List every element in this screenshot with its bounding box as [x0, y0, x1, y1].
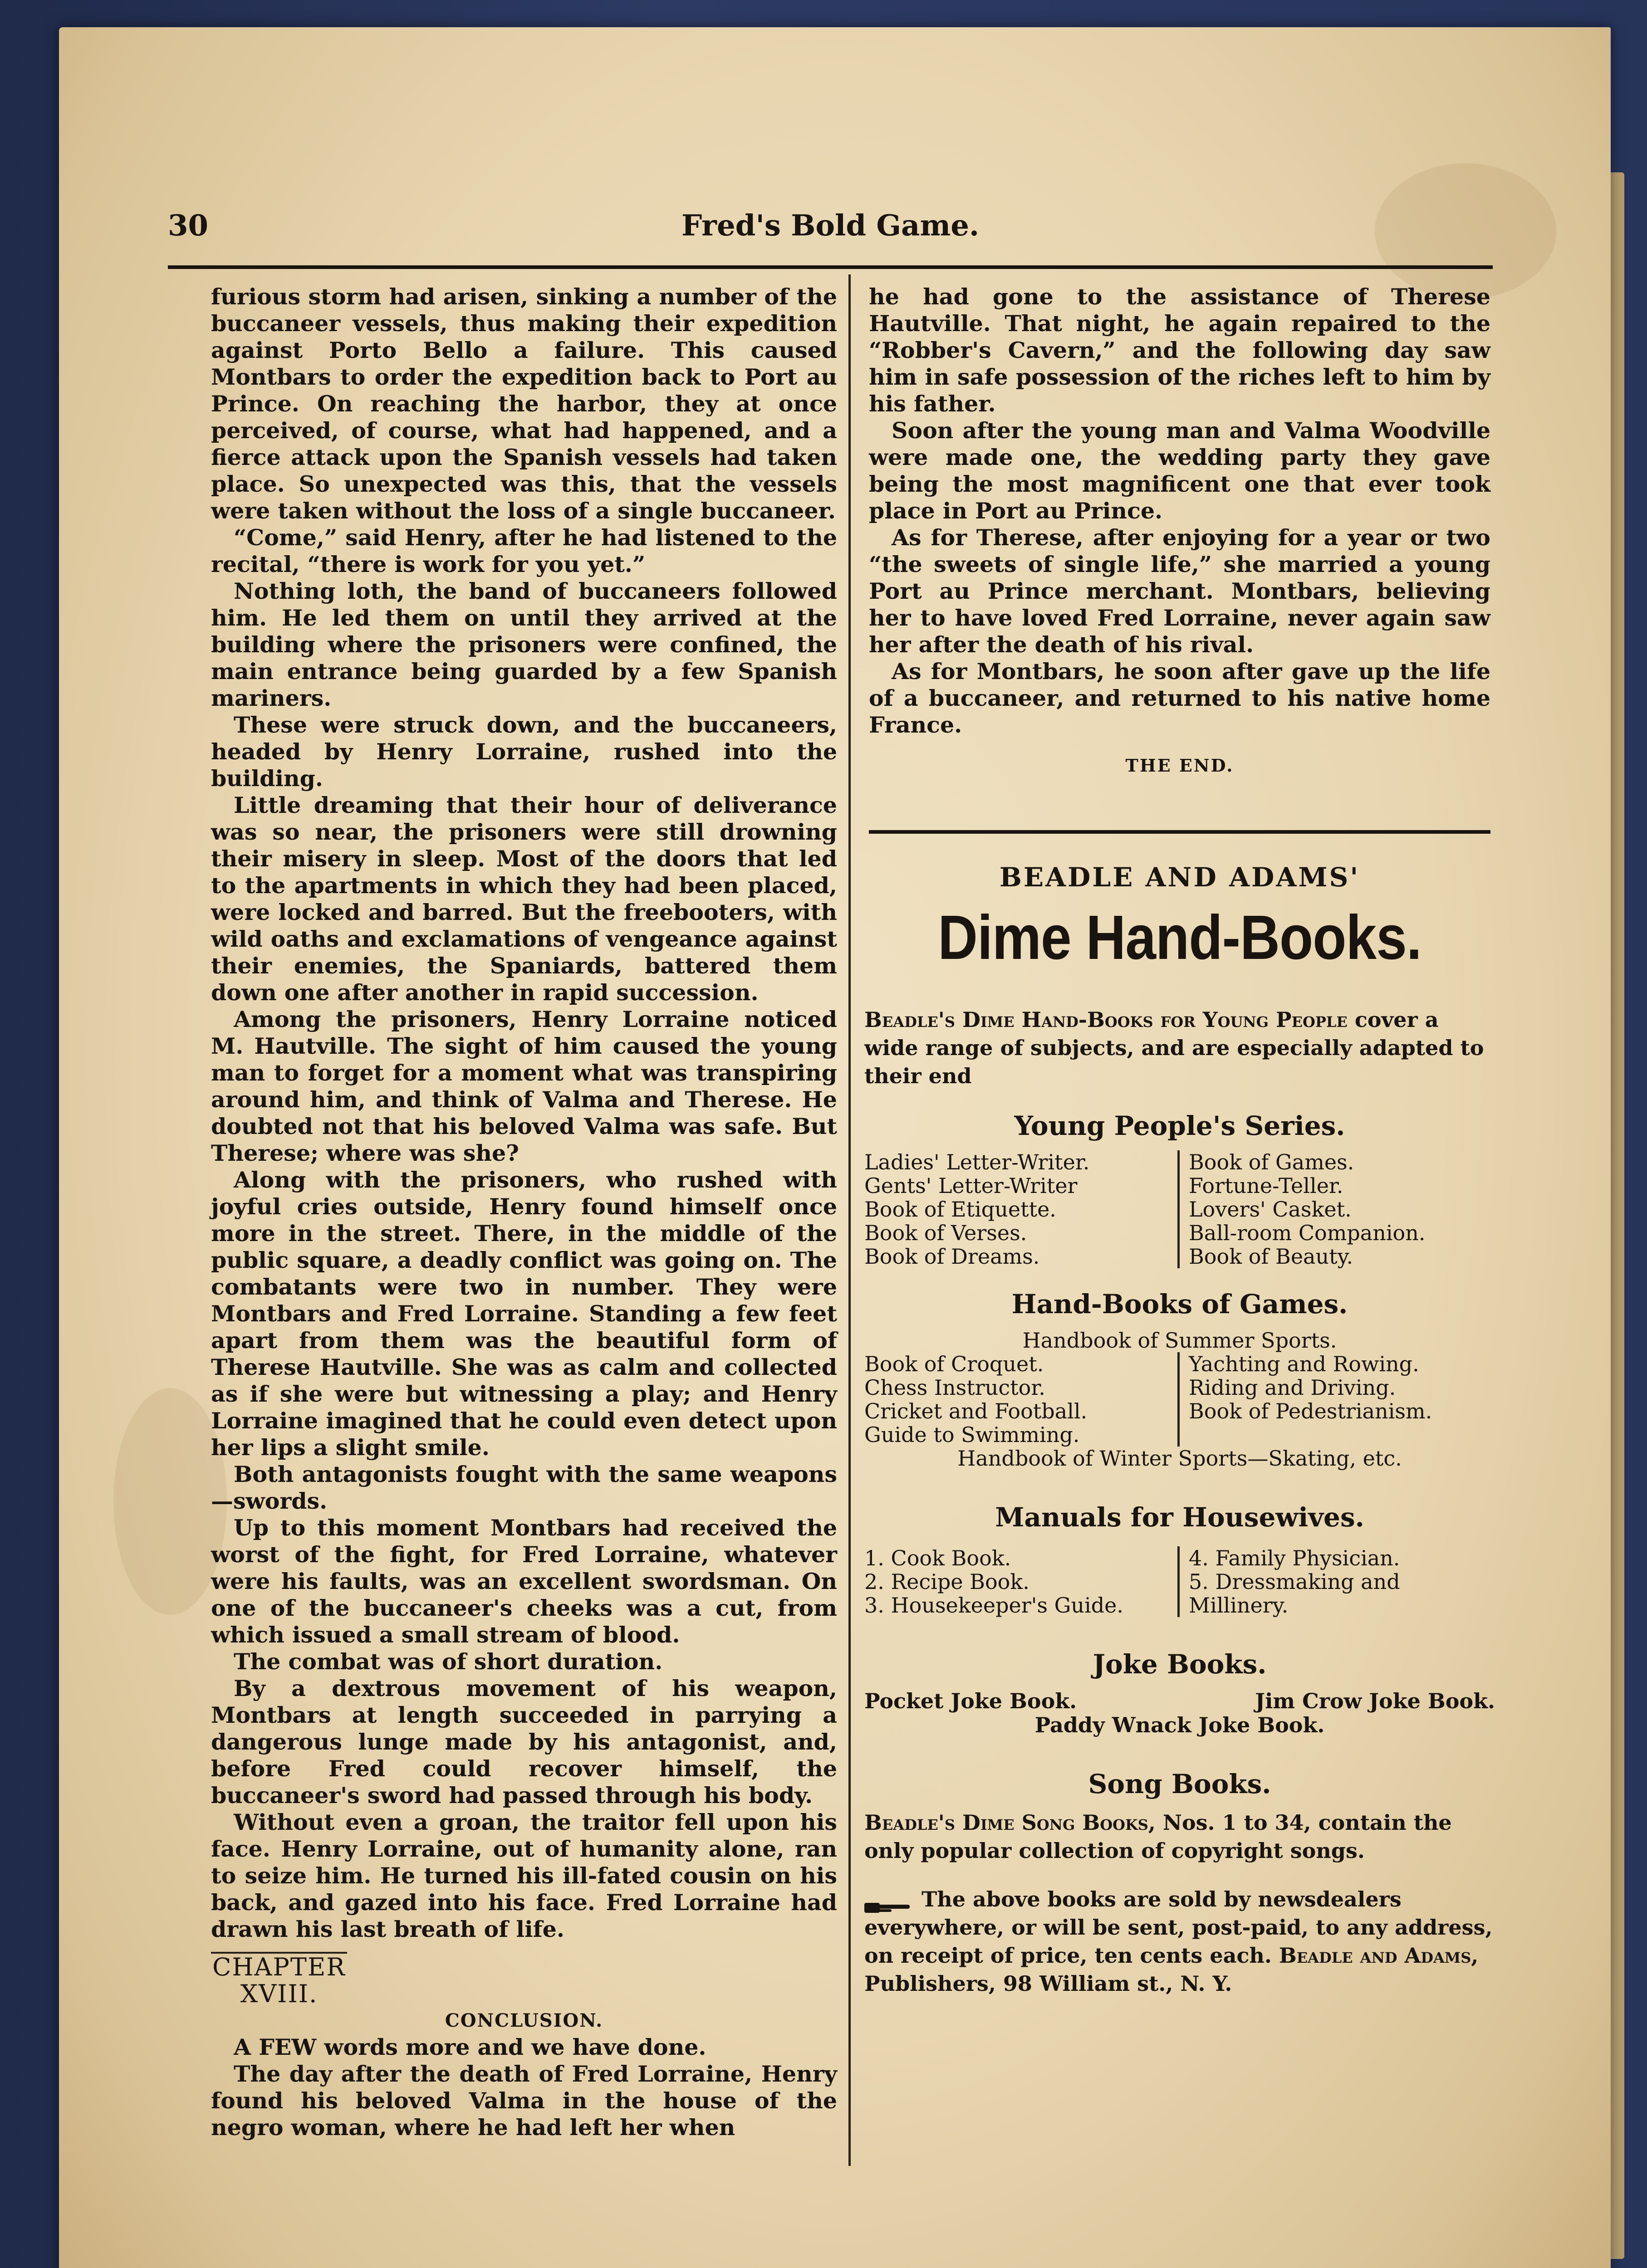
list-item: Pocket Joke Book. [864, 1689, 1077, 1713]
page-number: 30 [168, 209, 209, 243]
opening-words: A FEW [234, 2034, 317, 2060]
song-books-text [864, 1809, 1495, 1865]
paragraph: By a dextrous movement of his weapon, Montbars at length succeeded in parrying a dangerous lunge made by his antagonist, and, before Fred could recover himself, the buccaneer's sword had passed through his body. [211, 1675, 837, 1809]
young-peoples-list [864, 1150, 1495, 1268]
advertisement-rule [869, 830, 1490, 834]
the-end-label: THE END. [1125, 755, 1234, 776]
chapter-subheading: CONCLUSION. [445, 2010, 603, 2031]
list-item: Ball-room Companion. [1189, 1221, 1426, 1245]
ad-title: Dime Hand-Books. [938, 903, 1422, 973]
games-bottom-line: Handbook of Winter Sports—Skating, etc. [957, 1446, 1402, 1471]
ad-footer-imprint: Beadle and Adams, [1279, 1943, 1479, 1968]
list-item: Paddy Wnack Joke Book. [1034, 1713, 1325, 1737]
chapter-heading: CHAPTER XVIII. [211, 1952, 347, 2007]
song-books-rest: Nos. 1 to 34, contain the only popular collection of copyright songs. [864, 1810, 1452, 1863]
list-item: Cricket and Football. [864, 1399, 1088, 1423]
advertisement-block [864, 853, 1495, 2168]
ad-footer-imprint-rest: Publishers, 98 William st., N. Y. [864, 1971, 1232, 1996]
ad-intro-lead: Beadle's Dime Hand-Books for Young People [864, 1007, 1348, 1032]
games-list [864, 1352, 1495, 1447]
young-peoples-series-title: Young People's Series. [1014, 1110, 1345, 1141]
paragraph [211, 2034, 837, 2061]
left-text-column [211, 284, 837, 2141]
list-item: Yachting and Rowing. [1189, 1352, 1419, 1376]
column-divider [848, 274, 851, 2166]
list-item: Lovers' Casket. [1189, 1197, 1352, 1222]
list-item: 5. Dressmaking and Millinery. [1189, 1569, 1400, 1618]
paragraph: Soon after the young man and Valma Woodville were made one, the wedding party they gave being the most magnificent one that ever took place in Port au Prince. [869, 417, 1490, 524]
paragraph: he had gone to the assistance of Therese Hautville. That night, he again repaired to the “Robber's Cavern,” and the following day saw him in safe possession of the riches left to him by his father. [869, 284, 1490, 417]
list-item: Ladies' Letter-Writer. [864, 1150, 1090, 1174]
ad-footer-text: The above books are sold by newsdealers everywhere, or will be sent, post-paid, to any address, on receipt of price, ten cents each. [864, 1887, 1493, 1968]
games-top-line: Handbook of Summer Sports. [1022, 1328, 1337, 1353]
paragraph: Up to this moment Montbars had received the worst of the fight, for Fred Lorraine, whatever were his faults, was an excellent swordsman. On one of the buccaneer's cheeks was a cut, from which issued a small stream of blood. [211, 1515, 837, 1648]
running-header [168, 209, 1493, 263]
paragraph: As for Therese, after enjoying for a year or two “the sweets of single life,” she married a young Port au Prince merchant. Montbars, believing her to have loved Fred Lorraine, never again saw her after the death of his rival. [869, 524, 1490, 658]
list-item: Chess Instructor. [864, 1375, 1045, 1400]
list-item: 3. Housekeeper's Guide. [864, 1593, 1124, 1618]
list-item: Book of Games. [1189, 1150, 1354, 1174]
paragraph: Among the prisoners, Henry Lorraine noticed M. Hautville. The sight of him caused the young man to forget for a moment what was transpiring around him, and think of Valma and Therese. He doubted not that his beloved Valma was safe. But Therese; where was she? [211, 1006, 837, 1166]
paragraph: As for Montbars, he soon after gave up the life of a buccaneer, and returned to his native home France. [869, 658, 1490, 738]
housewives-series-title: Manuals for Housewives. [995, 1502, 1364, 1533]
list-item: Book of Verses. [864, 1221, 1027, 1245]
list-item: 4. Family Physician. [1189, 1546, 1400, 1570]
ad-intro [864, 1006, 1495, 1090]
ad-footer [864, 1885, 1495, 1998]
paragraph: Nothing loth, the band of buccaneers followed him. He led them on until they arrived at the building where the prisoners were confined, the main entrance being guarded by a few Spanish mariners. [211, 578, 837, 711]
list-item: Gents' Letter-Writer [864, 1173, 1078, 1198]
paragraph: furious storm had arisen, sinking a number of the buccaneer vessels, thus making their expedition against Porto Bello a failure. This caused Montbars to order the expedition back to Port au Prince. On reaching the harbor, they at once perceived, of course, what had happened, and a fierce attack upon the Spanish vessels had taken place. So unexpected was this, that the vessels were taken without the loss of a single buccaneer. [211, 284, 837, 524]
paragraph: Along with the prisoners, who rushed with joyful cries outside, Henry found himself once more in the street. There, in the middle of the public square, a deadly conflict was going on. The combatants were two in number. They were Montbars and Fred Lorraine. Standing a few feet apart from them was the beautiful form of Therese Hautville. She was as calm and collected as if she were but witnessing a play; and Henry Lorraine imagined that he could even detect upon her lips a slight smile. [211, 1167, 837, 1461]
paper-stain [113, 1388, 227, 1615]
paragraph: Both antagonists fought with the same weapons—swords. [211, 1461, 837, 1514]
list-item: Book of Croquet. [864, 1352, 1044, 1376]
ad-intro-rest: cover a wide range of subjects, and are especially adapted to their end [864, 1007, 1484, 1088]
pointing-hand-icon [864, 1893, 914, 1909]
ad-publisher: BEADLE AND ADAMS' [999, 862, 1360, 893]
paragraph: “Come,” said Henry, after he had listened to the recital, “there is work for you yet.” [211, 524, 837, 577]
list-item: 2. Recipe Book. [864, 1569, 1029, 1594]
header-rule [168, 265, 1493, 269]
paragraph: The day after the death of Fred Lorraine, Henry found his beloved Valma in the house of the negro woman, where he had left her when [211, 2061, 837, 2141]
opening-rest: words more and we have done. [324, 2034, 706, 2060]
housewives-list [864, 1546, 1495, 1617]
list-item: Book of Beauty. [1189, 1244, 1353, 1269]
right-text-column [869, 284, 1490, 779]
song-books-title: Song Books. [1088, 1769, 1271, 1799]
paragraph: Without even a groan, the traitor fell upon his face. Henry Lorraine, out of humanity alone, ran to seize him. He turned his ill-fated cousin on his back, and gazed into his face. Fred Lorraine had drawn his last breath of life. [211, 1809, 837, 1942]
list-item: Jim Crow Joke Book. [1255, 1689, 1495, 1713]
list-item: Book of Pedestrianism. [1189, 1399, 1432, 1423]
joke-books-title: Joke Books. [1093, 1649, 1267, 1680]
list-item: Fortune-Teller. [1189, 1173, 1343, 1198]
song-books-lead: Beadle's Dime Song Books, [864, 1810, 1156, 1835]
paragraph: Little dreaming that their hour of deliverance was so near, the prisoners were still drowning their misery in sleep. Most of the doors that led to the apartments in which they had been placed, were locked and barred. But the freebooters, with wild oaths and exclamations of vengeance against their enemies, the Spaniards, battered them down one after another in rapid succession. [211, 792, 837, 1006]
list-item: Riding and Driving. [1189, 1375, 1396, 1400]
list-item: Book of Etiquette. [864, 1197, 1056, 1222]
paragraph: These were struck down, and the buccaneers, headed by Henry Lorraine, rushed into the building. [211, 712, 837, 792]
list-item: Guide to Swimming. [864, 1422, 1080, 1447]
joke-books-row [864, 1689, 1495, 1713]
paragraph: The combat was of short duration. [234, 1648, 663, 1675]
list-item: 1. Cook Book. [864, 1546, 1011, 1570]
running-title: Fred's Bold Game. [681, 209, 980, 243]
games-series-title: Hand-Books of Games. [1011, 1289, 1348, 1320]
list-item: Book of Dreams. [864, 1244, 1040, 1269]
